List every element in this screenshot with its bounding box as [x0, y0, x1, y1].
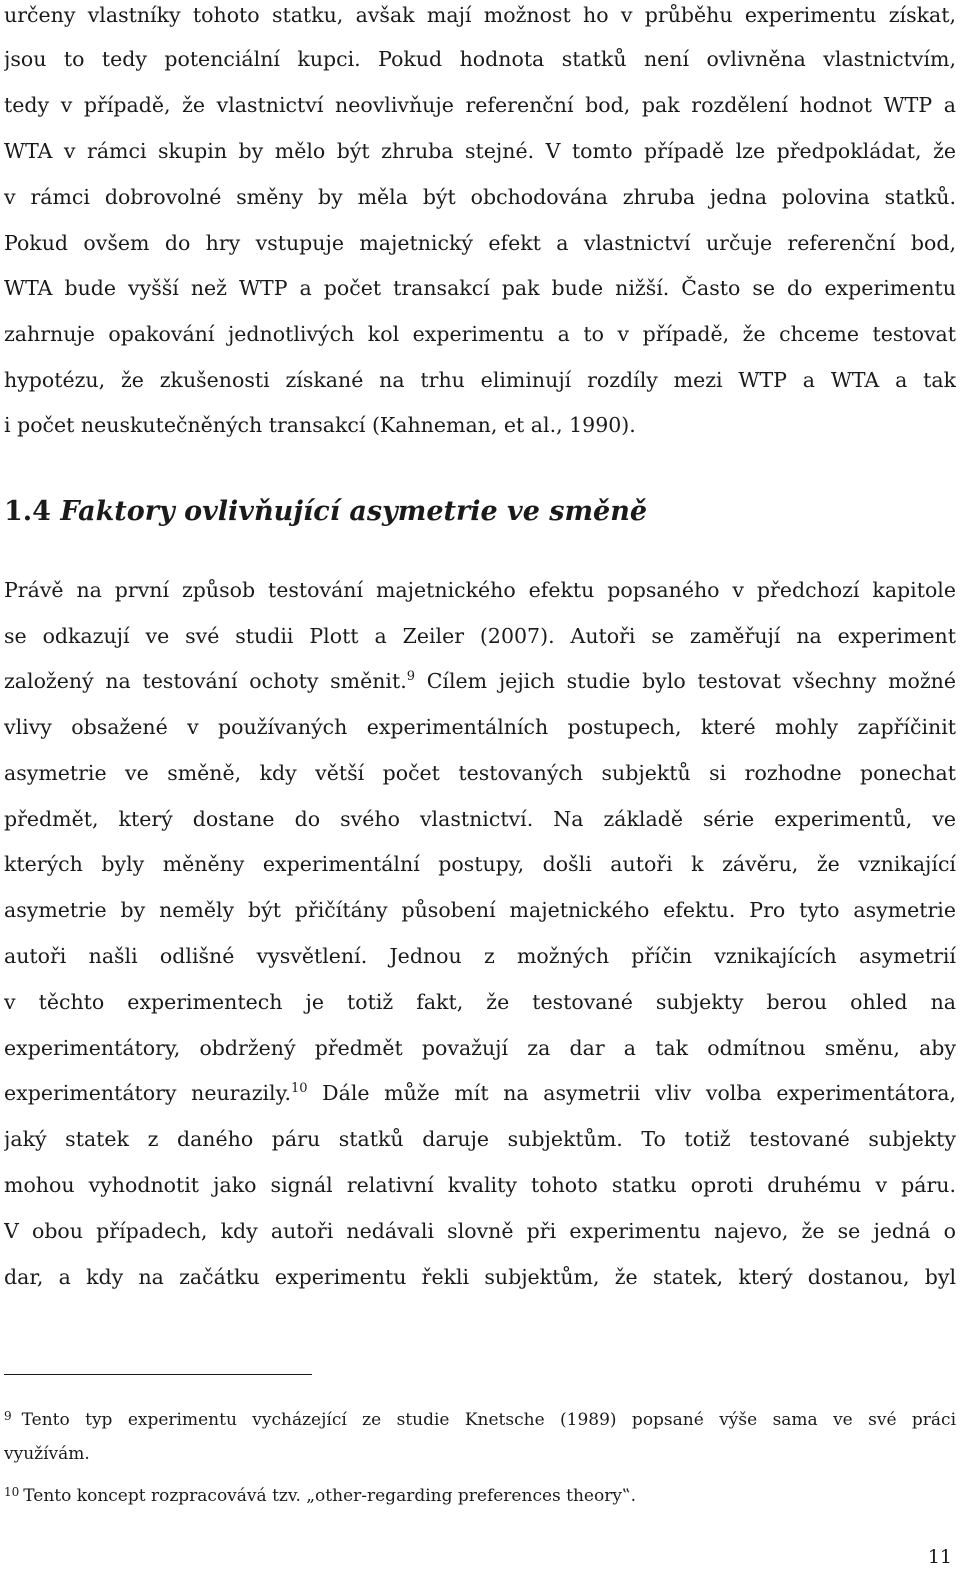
- paragraph-line: jsou to tedy potenciální kupci. Pokud hodnota statků není ovlivněna vlastnictvím,: [4, 47, 956, 71]
- paragraph-line: WTA v rámci skupin by mělo být zhruba stejné. V tomto případě lze předpokládat, že: [4, 139, 956, 163]
- paragraph-line: dar, a kdy na začátku experimentu řekli subjektům, že statek, který dostanou, byl: [4, 1265, 956, 1289]
- paragraph-line: V obou případech, kdy autoři nedávali slovně při experimentu najevo, že se jedná o: [4, 1219, 956, 1243]
- paragraph-line: i počet neuskutečněných transakcí (Kahneman, et al., 1990).: [4, 413, 636, 437]
- paragraph-line: mohou vyhodnotit jako signál relativní kvality tohoto statku oproti druhému v páru.: [4, 1173, 956, 1197]
- paragraph-line: jaký statek z daného páru statků daruje subjektům. To totiž testované subjekty: [4, 1127, 956, 1151]
- page-number: 11: [927, 1546, 952, 1568]
- footnote-reference-9[interactable]: 9: [406, 669, 416, 684]
- paragraph-line: tedy v případě, že vlastnictví neovlivňuje referenční bod, pak rozdělení hodnot WTP a: [4, 93, 956, 117]
- paragraph-line: zahrnuje opakování jednotlivých kol experimentu a to v případě, že chceme testovat: [4, 322, 956, 346]
- paragraph-line: v těchto experimentech je totiž fakt, že testované subjekty berou ohled na: [4, 990, 956, 1014]
- paragraph-line: určeny vlastníky tohoto statku, avšak mají možnost ho v průběhu experimentu získat,: [4, 3, 956, 27]
- paragraph-line: asymetrie by neměly být přičítány působení majetnického efektu. Pro tyto asymetrie: [4, 898, 956, 922]
- paragraph-line: [4, 666, 956, 696]
- paragraph-line: WTA bude vyšší než WTP a počet transakcí pak bude nižší. Často se do experimentu: [4, 276, 956, 300]
- text-run: Dále může mít na asymetrii vliv volba experimentátora,: [307, 1081, 956, 1105]
- footnote-text: Tento koncept rozpracovává tzv. „other-regarding preferences theory‟.: [23, 1486, 637, 1506]
- footnote-separator: [4, 1374, 312, 1375]
- footnote-9: [4, 1404, 956, 1432]
- paragraph-line: předmět, který dostane do svého vlastnictví. Na základě série experimentů, ve: [4, 807, 956, 831]
- paragraph-line: asymetrie ve směně, kdy větší počet testovaných subjektů si rozhodne ponechat: [4, 761, 956, 785]
- text-run: založený na testování ochoty směnit.: [4, 669, 407, 693]
- section-title: Faktory ovlivňující asymetrie ve směně: [60, 496, 648, 527]
- paragraph-line: hypotézu, že zkušenosti získané na trhu eliminují rozdíly mezi WTP a WTA a tak: [4, 368, 956, 392]
- paragraph-line: Pokud ovšem do hry vstupuje majetnický efekt a vlastnictví určuje referenční bod,: [4, 231, 956, 255]
- footnote-text: Tento typ experimentu vycházející ze studie Knetsche (1989) popsané výše sama ve své práci: [21, 1410, 956, 1430]
- paragraph-line: vlivy obsažené v používaných experimentálních postupech, které mohly zapříčinit: [4, 715, 956, 739]
- paragraph-line: [4, 1078, 956, 1108]
- paragraph-line: v rámci dobrovolné směny by měla být obchodována zhruba jedna polovina statků.: [4, 185, 956, 209]
- footnote-reference-10[interactable]: 10: [290, 1081, 308, 1096]
- footnote-number: 10: [4, 1485, 20, 1499]
- text-run: Cílem jejich studie bylo testovat všechny možné: [415, 669, 956, 693]
- section-heading: [4, 494, 647, 530]
- section-number: 1.4: [4, 496, 51, 527]
- text-run: experimentátory neurazily.: [4, 1081, 291, 1105]
- paragraph-line: autoři našli odlišné vysvětlení. Jednou z možných příčin vznikajících asymetrií: [4, 944, 956, 968]
- paragraph-line: Právě na první způsob testování majetnického efektu popsaného v předchozí kapitole: [4, 578, 956, 602]
- footnote-9-continuation: využívám.: [4, 1444, 90, 1464]
- paragraph-line: kterých byly měněny experimentální postupy, došli autoři k závěru, že vznikající: [4, 852, 956, 876]
- footnote-number: 9: [4, 1409, 12, 1423]
- paragraph-line: experimentátory, obdržený předmět považují za dar a tak odmítnou směnu, aby: [4, 1036, 956, 1060]
- footnote-10: [4, 1480, 956, 1508]
- paragraph-line: se odkazují ve své studii Plott a Zeiler (2007). Autoři se zaměřují na experiment: [4, 624, 956, 648]
